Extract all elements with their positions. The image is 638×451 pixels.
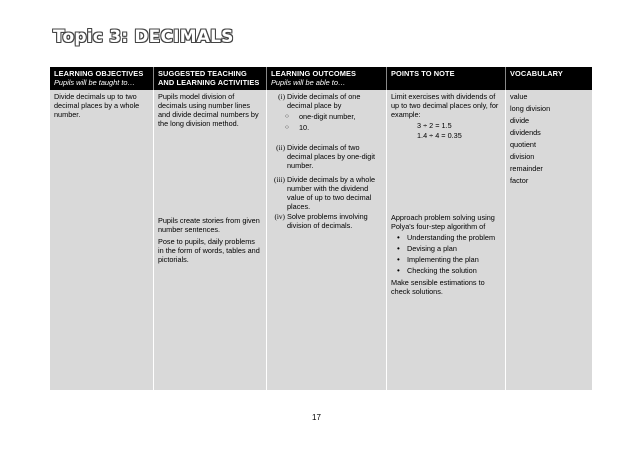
curriculum-table xyxy=(50,67,592,390)
header-title-line2: AND LEARNING ACTIVITIES xyxy=(158,78,260,87)
vocabulary-word: factor xyxy=(510,176,529,185)
subitem-text: one-digit number, xyxy=(299,112,356,121)
outcome-text: Solve problems involving division of decimals. xyxy=(287,212,368,230)
outcome-number: (i) xyxy=(278,92,285,101)
outcome-item xyxy=(271,212,382,230)
step-text: Implementing the plan xyxy=(407,255,479,264)
bullet-icon: • xyxy=(397,233,400,242)
header-title: LEARNING OBJECTIVES xyxy=(54,69,144,78)
column-suggested-activities xyxy=(154,67,267,390)
vocabulary-word: remainder xyxy=(510,164,543,173)
header-title: POINTS TO NOTE xyxy=(391,69,455,78)
vocabulary-word: value xyxy=(510,92,528,101)
vocabulary-word: dividends xyxy=(510,128,541,137)
bullet-icon: • xyxy=(397,255,400,264)
header-title: LEARNING OUTCOMES xyxy=(271,69,357,78)
outcome-subitem xyxy=(285,112,382,121)
circle-bullet-icon: ○ xyxy=(285,113,289,120)
bullet-icon: • xyxy=(397,266,400,275)
note-paragraph: Approach problem solving using Polya's four-step algorithm of xyxy=(391,213,495,231)
polya-step xyxy=(397,255,501,264)
column-header xyxy=(154,67,267,90)
objective-text: Divide decimals up to two decimal places by a whole number. xyxy=(54,92,140,119)
circle-bullet-icon: ○ xyxy=(285,124,289,131)
column-body xyxy=(506,90,592,390)
outcome-number: (iii) xyxy=(274,175,285,184)
outcome-text: Divide decimals of two decimal places by one-digit number. xyxy=(287,143,376,170)
column-points-to-note xyxy=(387,67,506,390)
subitem-text: 10. xyxy=(299,123,310,132)
column-header xyxy=(50,67,154,90)
example-expression: 1.4 ÷ 4 = 0.35 xyxy=(417,131,462,140)
step-text: Understanding the problem xyxy=(407,233,496,242)
header-title: VOCABULARY xyxy=(510,69,563,78)
vocabulary-word: division xyxy=(510,152,535,161)
note-paragraph: Make sensible estimations to check solutions. xyxy=(391,278,485,296)
page-number: 17 xyxy=(312,413,321,422)
step-text: Devising a plan xyxy=(407,244,457,253)
topic-title: Topic 3: DECIMALS xyxy=(53,27,234,47)
note-paragraph: Limit exercises with dividends of up to two decimal places only, for example: xyxy=(391,92,499,119)
outcome-item xyxy=(271,92,382,110)
activity-paragraph: Pose to pupils, daily problems in the form of words, tables and pictorials. xyxy=(158,237,260,264)
step-text: Checking the solution xyxy=(407,266,477,275)
bullet-icon: • xyxy=(397,244,400,253)
column-body xyxy=(154,90,267,390)
column-header xyxy=(506,67,592,90)
column-vocabulary xyxy=(506,67,592,390)
header-subtitle: Pupils will be taught to… xyxy=(54,78,135,87)
outcome-text: Divide decimals by a whole number with the dividend value of up to two decimal places. xyxy=(287,175,376,211)
column-learning-objectives xyxy=(50,67,154,390)
example-expression: 3 ÷ 2 = 1.5 xyxy=(417,121,452,130)
column-learning-outcomes xyxy=(267,67,387,390)
polya-step xyxy=(397,233,501,242)
column-body xyxy=(387,90,506,390)
column-header xyxy=(387,67,506,90)
vocabulary-word: divide xyxy=(510,116,530,125)
header-title: SUGGESTED TEACHING xyxy=(158,69,247,78)
activity-paragraph: Pupils model division of decimals using number lines and divide decimal numbers by the long division method. xyxy=(158,92,259,128)
column-body xyxy=(267,90,387,390)
outcome-number: (ii) xyxy=(276,143,285,152)
outcome-subitem xyxy=(285,123,382,132)
outcome-text: Divide decimals of one decimal place by xyxy=(287,92,361,110)
column-header xyxy=(267,67,387,90)
outcome-number: (iv) xyxy=(274,212,285,221)
vocabulary-word: long division xyxy=(510,104,551,113)
activity-paragraph: Pupils create stories from given number sentences. xyxy=(158,216,260,234)
vocabulary-word: quotient xyxy=(510,140,536,149)
outcome-item xyxy=(271,143,382,170)
polya-step xyxy=(397,244,501,253)
header-subtitle: Pupils will be able to… xyxy=(271,78,346,87)
polya-step xyxy=(397,266,501,275)
column-body xyxy=(50,90,154,390)
outcome-item xyxy=(271,175,382,211)
